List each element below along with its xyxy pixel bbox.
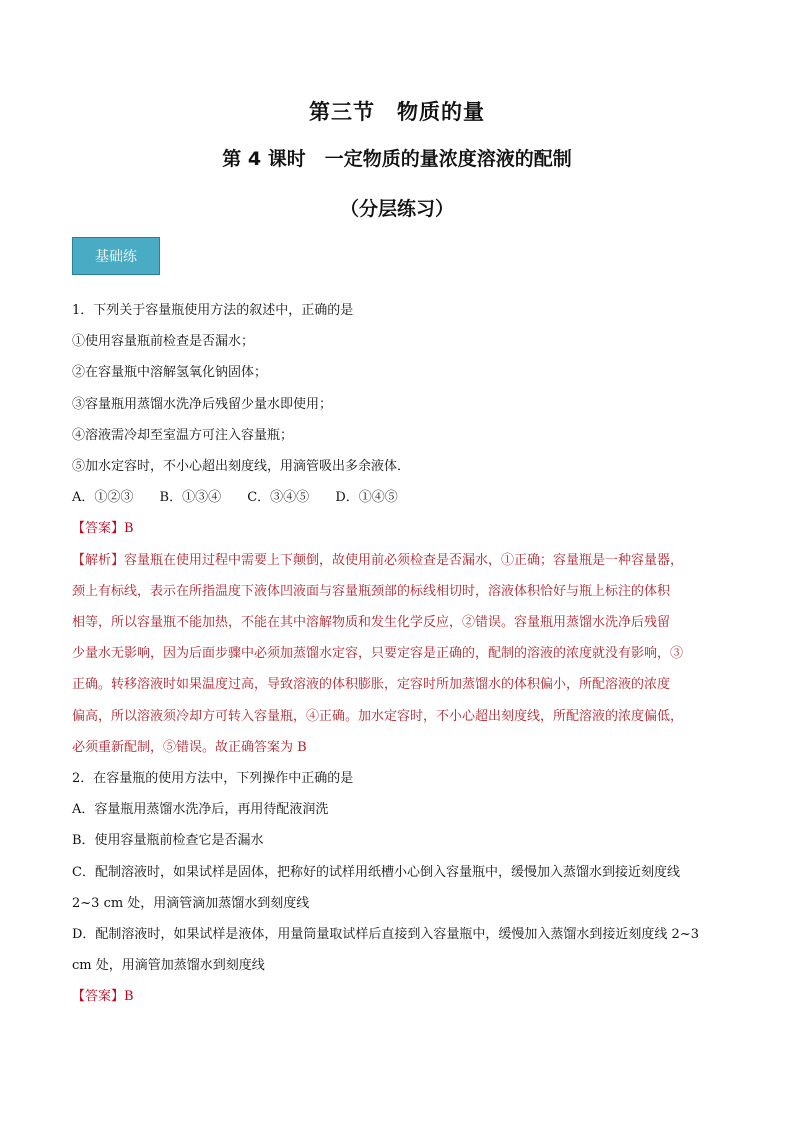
analysis-line: 必须重新配制，⑤错误。故正确答案为 B (72, 739, 307, 755)
q2-option-c-cont: 2~3 cm 处，用滴管滴加蒸馏水到刻度线 (72, 895, 310, 911)
analysis-line: 【解析】容量瓶在使用过程中需要上下颠倒，故使用前必须检查是否漏水，①正确；容量瓶是一种容量器， (72, 552, 684, 568)
q1-item: ⑤加水定容时，不小心超出刻度线，用滴管吸出多余液体． (72, 459, 411, 475)
lesson-title: 第 4 课时 一定物质的量浓度溶液的配制 (222, 148, 572, 170)
q1-analysis (72, 545, 728, 763)
question-content (72, 295, 728, 1013)
q1-item: ①使用容量瓶前检查是否漏水； (72, 334, 255, 350)
analysis-line: 偏高，所以溶液须冷却方可转入容量瓶，④正确。加水定容时，不小心超出刻度线，所配溶液的浓度偏低， (72, 708, 684, 724)
section-badge: 基础练 (72, 237, 160, 275)
section-title: 第三节 物质的量 (309, 100, 485, 124)
q1-item: ③容量瓶用蒸馏水洗净后残留少量水即使用； (72, 396, 333, 412)
analysis-line: 相等，所以容量瓶不能加热，不能在其中溶解物质和发生化学反应，②错误。容量瓶用蒸馏水洗净后残留 (72, 615, 671, 631)
q2-answer: 【答案】B (72, 989, 134, 1005)
q2-option-d: D．配制溶液时，如果试样是液体，用量筒量取试样后直接到入容量瓶中，缓慢加入蒸馏水到接近刻度线 2~3 (72, 927, 699, 943)
q2-option-a: A．容量瓶用蒸馏水洗净后，再用待配液润洗 (72, 802, 329, 818)
q2-option-b: B．使用容量瓶前检查它是否漏水 (72, 833, 264, 849)
q1-option-d: D．①④⑤ (335, 490, 398, 506)
q1-option-a: A．①②③ (72, 490, 134, 506)
analysis-line: 少量水无影响，因为后面步骤中必须加蒸馏水定容，只要定容是正确的，配制的溶液的浓度就没有影响，③ (72, 646, 684, 662)
q1-option-c: C．③④⑤ (247, 490, 310, 506)
q1-option-b: B．①③④ (159, 490, 222, 506)
q1-item: ④溶液需冷却至室温方可注入容量瓶； (72, 427, 294, 443)
q2-option-d-cont: cm 处，用滴管加蒸馏水到刻度线 (72, 958, 265, 974)
q1-options (72, 482, 728, 513)
q1-stem: 1．下列关于容量瓶使用方法的叙述中，正确的是 (72, 303, 354, 318)
analysis-line: 颈上有标线，表示在所指温度下液体凹液面与容量瓶颈部的标线相切时，溶液体积恰好与瓶上标注的体积 (72, 583, 671, 599)
q1-item: ②在容量瓶中溶解氢氧化钠固体； (72, 365, 268, 381)
analysis-line: 正确。转移溶液时如果温度过高，导致溶液的体积膨胀，定容时所加蒸馏水的体积偏小，所配溶液的浓度 (72, 677, 671, 693)
q2-option-c: C．配制溶液时，如果试样是固体，把称好的试样用纸槽小心倒入容量瓶中，缓慢加入蒸馏水到接近刻度线 (72, 864, 680, 880)
exercise-tag: （分层练习） (339, 198, 454, 220)
q2-stem: 2．在容量瓶的使用方法中，下列操作中正确的是 (72, 771, 354, 787)
q1-answer: 【答案】B (72, 521, 134, 537)
